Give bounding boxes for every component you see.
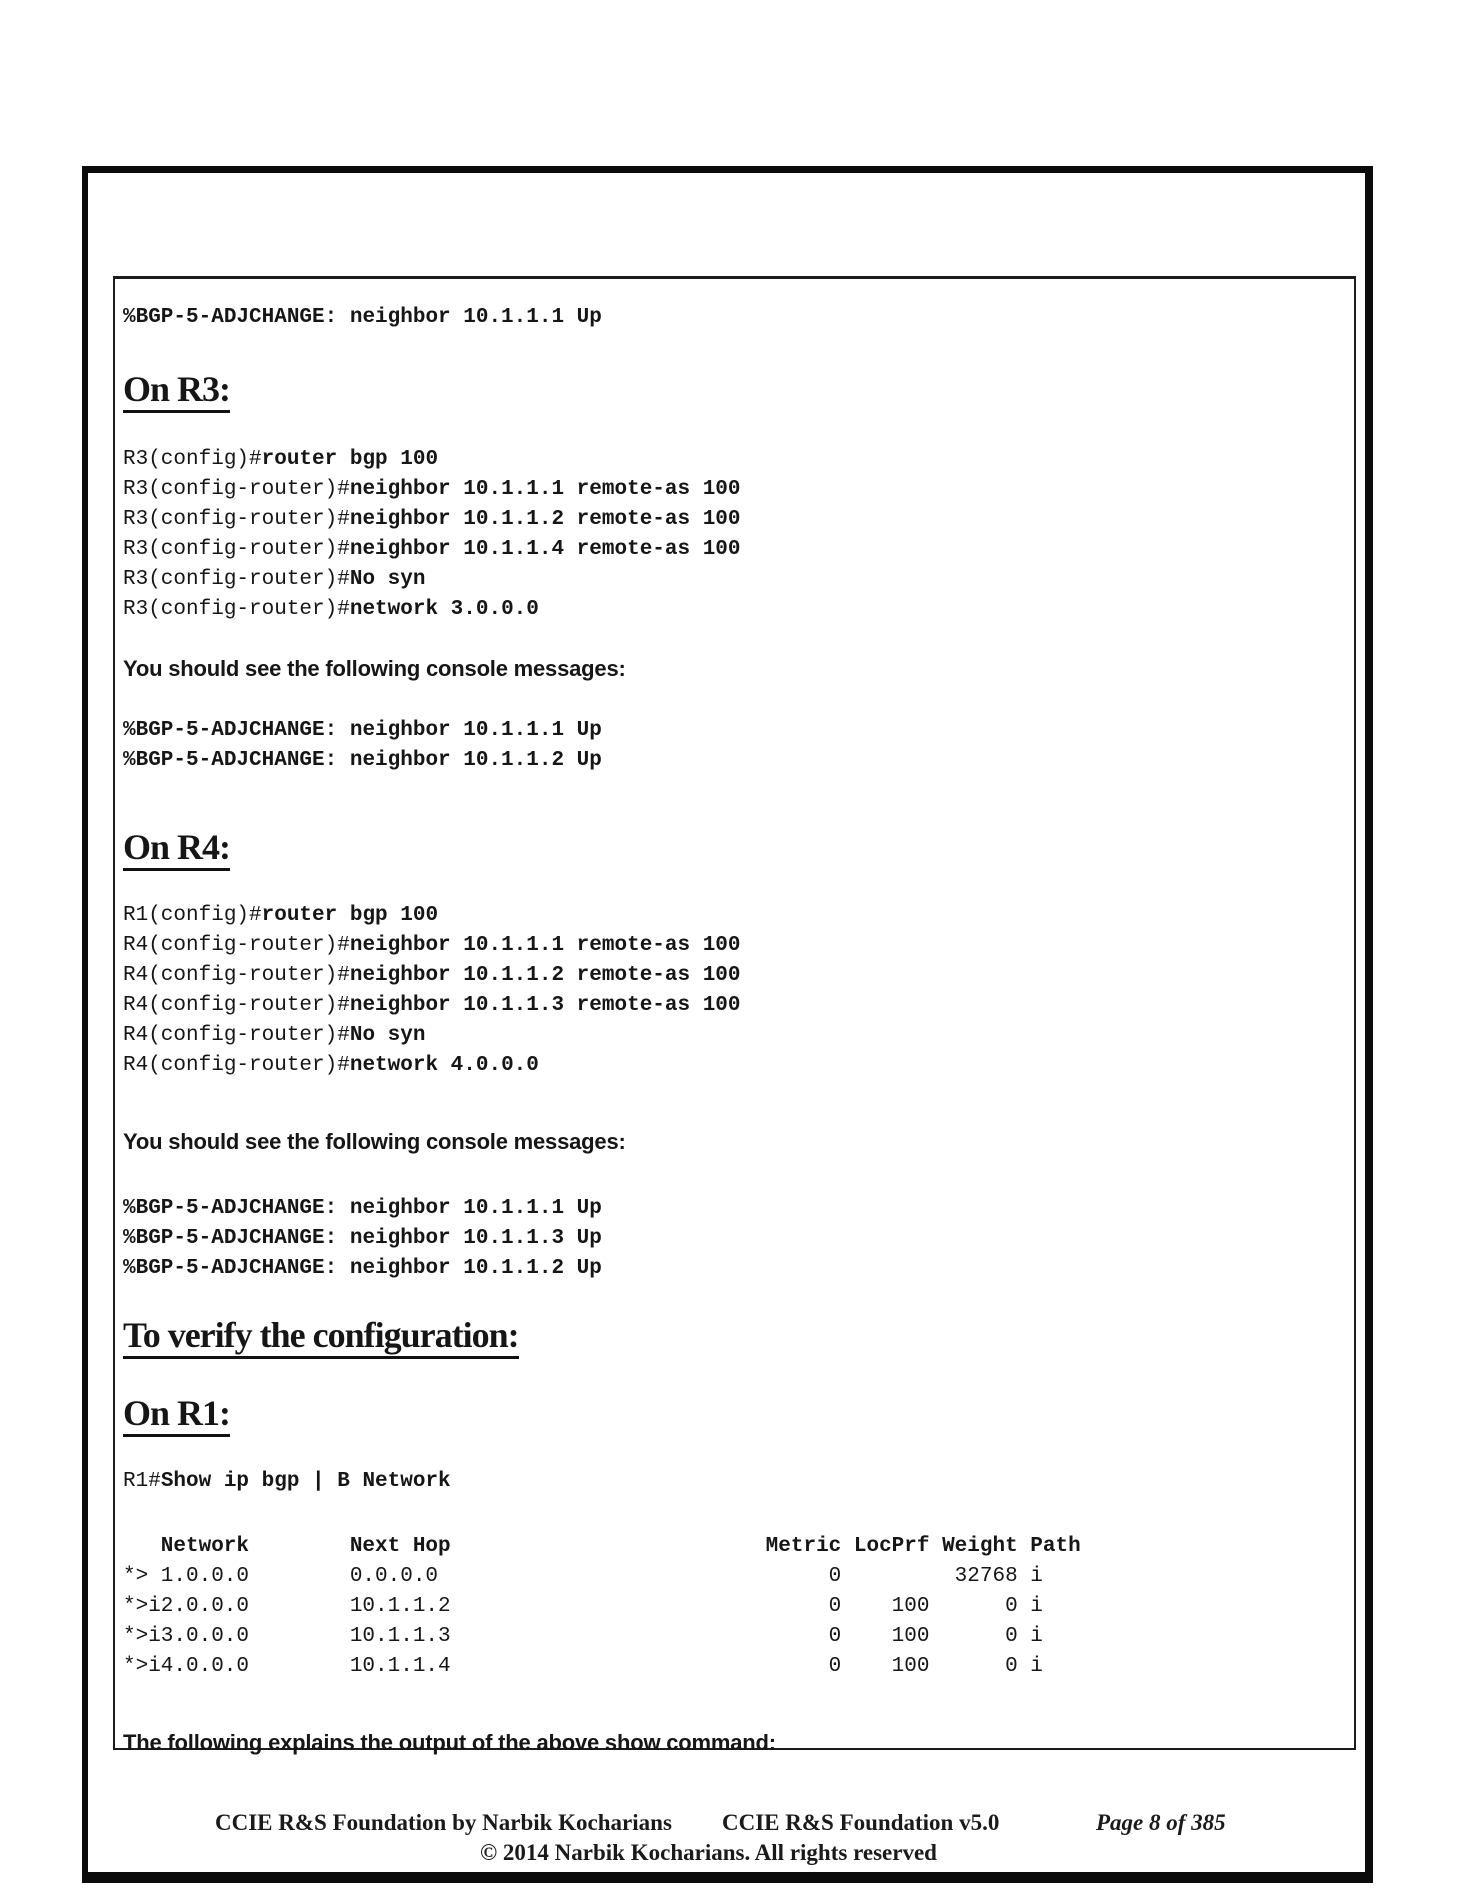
cell-network: 2.0.0.0: [160, 1595, 250, 1618]
cell-network: 3.0.0.0: [160, 1625, 250, 1648]
cell-flag: *>: [123, 1565, 149, 1588]
note-explain: The following explains the output of the above show command:: [123, 1730, 776, 1755]
cell-metric: 0: [828, 1595, 842, 1618]
cell-metric: 0: [828, 1655, 842, 1678]
cell-metric: 0: [828, 1565, 842, 1588]
footer-page-number: Page 8 of 385: [1096, 1810, 1226, 1835]
cli-command: network 4.0.0.0: [349, 1054, 539, 1077]
cell-locprf: 100: [891, 1625, 930, 1648]
cli-command: neighbor 10.1.1.2 remote-as 100: [349, 508, 741, 531]
cli-command: Show ip bgp | B Network: [160, 1470, 451, 1493]
cli-prompt: R1(config)#: [123, 904, 262, 927]
cell-next-hop: 10.1.1.3: [349, 1625, 451, 1648]
cli-prompt: R3(config-router)#: [123, 568, 350, 591]
cell-metric: 0: [828, 1625, 842, 1648]
cell-weight: 0: [1005, 1625, 1018, 1648]
cell-path: i: [1030, 1655, 1043, 1678]
cli-command: No syn: [349, 1024, 426, 1047]
col-locprf: LocPrf: [853, 1535, 930, 1558]
console-message: %BGP-5-ADJCHANGE: neighbor 10.1.1.1 Up: [123, 306, 602, 329]
cell-locprf: 100: [891, 1655, 930, 1678]
cell-next-hop: 10.1.1.4: [349, 1655, 451, 1678]
section-heading-text: To verify the configuration:: [123, 1315, 519, 1359]
footer-copyright: © 2014 Narbik Kocharians. All rights reserved: [480, 1840, 937, 1865]
col-weight: Weight: [942, 1535, 1018, 1558]
cell-path: i: [1030, 1625, 1043, 1648]
cli-prompt: R1#: [123, 1470, 161, 1493]
section-heading-text: On R3:: [123, 369, 230, 413]
cell-network: 4.0.0.0: [160, 1655, 250, 1678]
cli-prompt: R4(config-router)#: [123, 934, 350, 957]
cell-locprf: 100: [891, 1595, 930, 1618]
cli-command: neighbor 10.1.1.2 remote-as 100: [349, 964, 741, 987]
cli-command: neighbor 10.1.1.3 remote-as 100: [349, 994, 741, 1017]
cell-next-hop: 0.0.0.0: [349, 1565, 439, 1588]
cli-command: neighbor 10.1.1.1 remote-as 100: [349, 934, 741, 957]
col-metric: Metric: [765, 1535, 842, 1558]
cli-prompt: R3(config-router)#: [123, 538, 350, 561]
col-next-hop: Next Hop: [349, 1535, 451, 1558]
section-heading-text: On R1:: [123, 1393, 230, 1437]
cli-command: network 3.0.0.0: [349, 598, 539, 621]
console-message: %BGP-5-ADJCHANGE: neighbor 10.1.1.1 Up: [123, 719, 602, 742]
note-console-messages: You should see the following console messages:: [123, 1129, 626, 1154]
console-message: %BGP-5-ADJCHANGE: neighbor 10.1.1.2 Up: [123, 749, 602, 772]
footer-book-title: CCIE R&S Foundation by Narbik Kocharians: [215, 1810, 672, 1835]
cell-flag: *>i: [123, 1655, 161, 1678]
cell-weight: 32768: [954, 1565, 1018, 1588]
section-heading-text: On R4:: [123, 827, 230, 871]
col-network: Network: [160, 1535, 250, 1558]
note-console-messages: You should see the following console messages:: [123, 656, 626, 681]
cell-flag: *>i: [123, 1625, 161, 1648]
cell-path: i: [1030, 1595, 1043, 1618]
cell-weight: 0: [1005, 1595, 1018, 1618]
cli-prompt: R3(config-router)#: [123, 508, 350, 531]
console-message: %BGP-5-ADJCHANGE: neighbor 10.1.1.2 Up: [123, 1257, 602, 1280]
cli-prompt: R4(config-router)#: [123, 964, 350, 987]
cli-command: neighbor 10.1.1.1 remote-as 100: [349, 478, 741, 501]
cli-command: router bgp 100: [261, 448, 439, 471]
col-path: Path: [1030, 1535, 1081, 1558]
cli-command: router bgp 100: [261, 904, 439, 927]
console-message: %BGP-5-ADJCHANGE: neighbor 10.1.1.1 Up: [123, 1197, 602, 1220]
cli-prompt: R4(config-router)#: [123, 1054, 350, 1077]
cli-command: neighbor 10.1.1.4 remote-as 100: [349, 538, 741, 561]
cli-prompt: R4(config-router)#: [123, 1024, 350, 1047]
cell-weight: 0: [1005, 1655, 1018, 1678]
cell-path: i: [1030, 1565, 1043, 1588]
cli-prompt: R3(config)#: [123, 448, 262, 471]
cli-command: No syn: [349, 568, 426, 591]
console-message: %BGP-5-ADJCHANGE: neighbor 10.1.1.3 Up: [123, 1227, 602, 1250]
cell-flag: *>i: [123, 1595, 161, 1618]
cli-prompt: R4(config-router)#: [123, 994, 350, 1017]
cli-prompt: R3(config-router)#: [123, 478, 350, 501]
cell-next-hop: 10.1.1.2: [349, 1595, 451, 1618]
cell-network: 1.0.0.0: [160, 1565, 250, 1588]
cli-prompt: R3(config-router)#: [123, 598, 350, 621]
footer-version: CCIE R&S Foundation v5.0: [722, 1810, 1000, 1835]
